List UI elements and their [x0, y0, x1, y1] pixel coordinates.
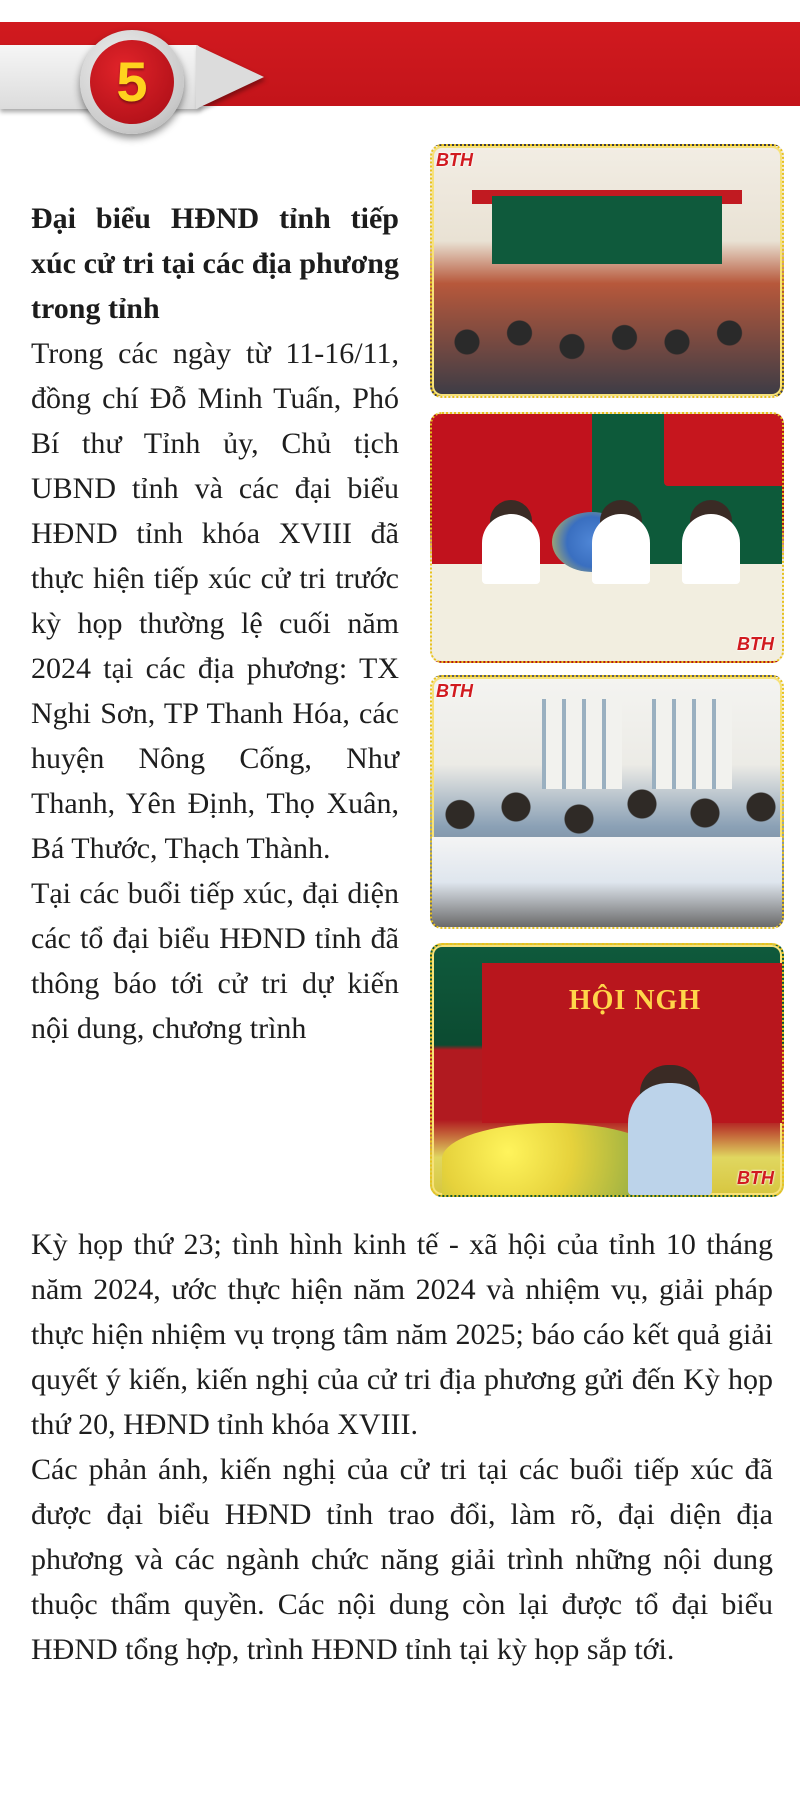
- photo-delegate: [482, 514, 540, 584]
- photo-meeting-hall: [430, 144, 784, 398]
- photo-conference-banner-text: HỘI NGH: [568, 985, 702, 1016]
- section-number-badge: [80, 30, 184, 134]
- photo-hall-stage: [492, 196, 722, 264]
- photo-watermark: BTH: [737, 634, 774, 654]
- photo-sign-board: [664, 414, 782, 486]
- photo-presidium: [430, 412, 784, 663]
- photo-speaker-person: [628, 1083, 712, 1195]
- badge-inner-circle: [90, 40, 174, 124]
- photo-window: [542, 699, 622, 789]
- photo-watermark: BTH: [737, 1168, 774, 1188]
- section-number: 5: [116, 50, 148, 113]
- photo-hall-audience: [432, 306, 782, 396]
- article-paragraph-1: Trong các ngày từ 11-16/11, đồng chí Đỗ Minh Tuấn, Phó Bí thư Tỉnh ủy, Chủ tịch UBND tỉnh và các đại biểu HĐND tỉnh khóa XVIII đã thực hiện tiếp xúc cử tri trước kỳ họp thường lệ cuối năm 2024 tại các địa phương: TX Nghi Sơn, TP Thanh Hóa, các huyện Nông Cống, Như Thanh, Yên Định, Thọ Xuân, Bá Thước, Thạch Thành.: [31, 337, 399, 865]
- photo-delegate: [682, 514, 740, 584]
- photo-voters-crowd: [432, 777, 782, 927]
- photo-window: [652, 699, 732, 789]
- article-paragraph-2-start: Tại các buổi tiếp xúc, đại diện các tổ đại biểu HĐND tỉnh đã thông báo tới cử tri dự kiến nội dung, chương trình: [31, 877, 399, 1045]
- article-full-width: [31, 1222, 773, 1672]
- photo-watermark: BTH: [436, 681, 473, 701]
- photo-delegate: [592, 514, 650, 584]
- photo-voters: [430, 675, 784, 929]
- article-paragraph-2-continued: Kỳ họp thứ 23; tình hình kinh tế - xã hội của tỉnh 10 tháng năm 2024, ước thực hiện năm 2024 và nhiệm vụ, giải pháp thực hiện nhiệm vụ trọng tâm năm 2025; báo cáo kết quả giải quyết ý kiến, kiến nghị của cử tri địa phương gửi đến Kỳ họp thứ 20, HĐND tỉnh khóa XVIII.: [31, 1228, 773, 1441]
- photo-watermark: BTH: [436, 150, 473, 170]
- article-left-column: [31, 196, 399, 1051]
- banner-arrow-icon: [196, 45, 264, 109]
- article-paragraph-3: Các phản ánh, kiến nghị của cử tri tại các buổi tiếp xúc đã được đại biểu HĐND tỉnh trao đổi, làm rõ, đại diện địa phương và các ngành chức năng giải trình những nội dung thuộc thẩm quyền. Các nội dung còn lại được tổ đại biểu HĐND tổng hợp, trình HĐND tỉnh tại kỳ họp sắp tới.: [31, 1453, 773, 1666]
- article-headline: Đại biểu HĐND tỉnh tiếp xúc cử tri tại các địa phương trong tỉnh: [31, 202, 399, 325]
- photo-speaker: [430, 943, 784, 1197]
